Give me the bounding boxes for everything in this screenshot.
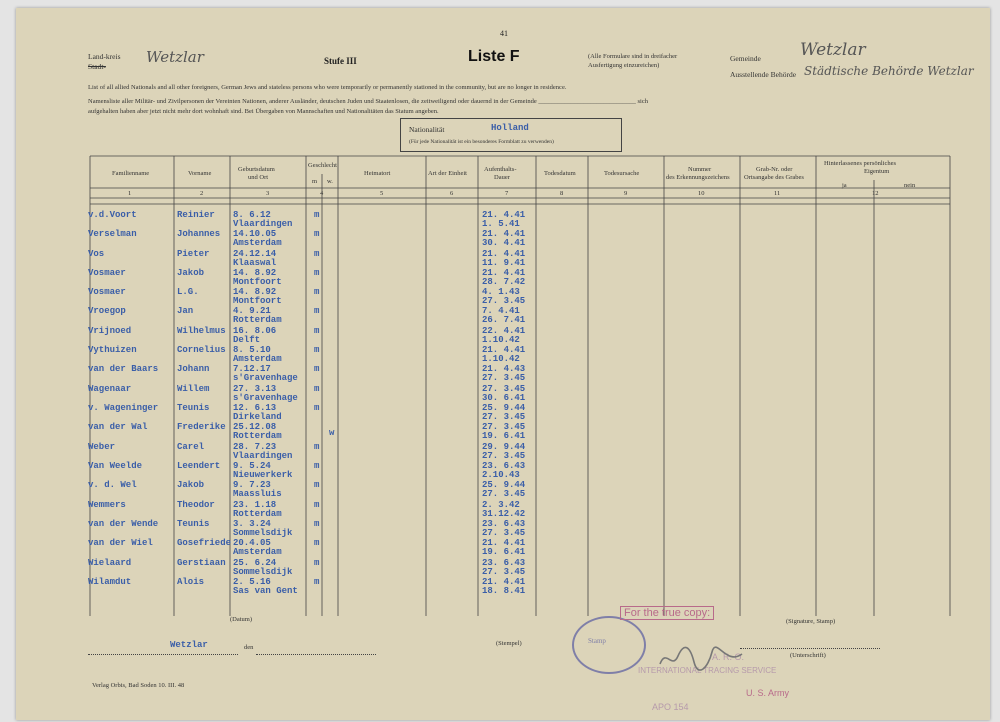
col-geschlecht: Geschlecht <box>308 162 337 169</box>
cell-geburtsort: Dirkeland <box>233 412 282 422</box>
cell-aufenthalt-von: 21. 4.41 <box>482 249 526 259</box>
gemeinde-value: Wetzlar <box>800 40 866 60</box>
cell-geschlecht: m <box>314 558 320 568</box>
col-geschlecht-m: m <box>312 178 318 185</box>
cell-vorname: Pieter <box>177 249 210 259</box>
cell-aufenthalt-von: 25. 9.44 <box>482 480 526 490</box>
cell-vorname: Jan <box>177 306 194 316</box>
cell-geburtsort: Amsterdam <box>233 547 282 557</box>
cell-familienname: Wagenaar <box>88 384 132 394</box>
col-num: 6 <box>450 190 454 197</box>
cell-geburtsort: Montfoort <box>233 296 282 306</box>
cell-geburtsdatum: 14. 8.92 <box>233 268 277 278</box>
cell-aufenthalt-bis: 27. 3.45 <box>482 296 526 306</box>
col-num: 12 <box>872 190 879 197</box>
cell-aufenthalt-bis: 1.10.42 <box>482 335 520 345</box>
cell-aufenthalt-von: 21. 4.41 <box>482 210 526 220</box>
cell-vorname: Johannes <box>177 229 221 239</box>
cell-familienname: van der Baars <box>88 364 159 374</box>
cell-aufenthalt-bis: 28. 7.42 <box>482 277 526 287</box>
cell-geburtsdatum: 25. 6.24 <box>233 558 277 568</box>
cell-geburtsort: Rotterdam <box>233 431 282 441</box>
cell-geschlecht: m <box>314 268 320 278</box>
cell-geschlecht: m <box>314 403 320 413</box>
cell-aufenthalt-bis: 19. 6.41 <box>482 547 526 557</box>
its-stamp-3: U. S. Army <box>746 688 790 698</box>
cell-vorname: Gosefriede <box>177 538 232 548</box>
printer-note: Verlag Orbis, Bad Soden 10. III. 48 <box>92 682 185 689</box>
cell-aufenthalt-bis: 27. 3.45 <box>482 567 526 577</box>
cell-geburtsdatum: 4. 9.21 <box>233 306 271 316</box>
cell-geschlecht: m <box>314 519 320 529</box>
german-description-2: aufgehalten haben aber jetzt nicht mehr dort wohnhaft sind. Bei Übergaben von Mannschaften und Nationalitäten das Statum angeben. <box>88 108 439 115</box>
cell-aufenthalt-bis: 27. 3.45 <box>482 489 526 499</box>
cell-familienname: Vrijnoed <box>88 326 132 336</box>
cell-aufenthalt-von: 21. 4.41 <box>482 538 526 548</box>
cell-aufenthalt-von: 7. 4.41 <box>482 306 520 316</box>
col-eigentum-nein: nein <box>904 182 916 189</box>
cell-geschlecht: m <box>314 442 320 452</box>
cell-geburtsdatum: 7.12.17 <box>233 364 271 374</box>
cell-vorname: Theodor <box>177 500 215 510</box>
nationality-value: Holland <box>491 123 529 133</box>
cell-aufenthalt-von: 4. 1.43 <box>482 287 520 297</box>
cell-geburtsort: Delft <box>233 335 261 345</box>
col-aufenthalt: Aufenthalts- <box>484 166 517 173</box>
cell-aufenthalt-bis: 27. 3.45 <box>482 451 526 461</box>
cell-aufenthalt-von: 21. 4.41 <box>482 345 526 355</box>
col-num: 11 <box>774 190 781 197</box>
cell-geschlecht: m <box>314 229 320 239</box>
col-vorname: Vorname <box>188 170 212 177</box>
cell-aufenthalt-von: 21. 4.41 <box>482 229 526 239</box>
cell-geschlecht: m <box>314 210 320 220</box>
col-grab-ort: Ortsangabe des Grabes <box>744 174 804 181</box>
cell-geburtsort: Amsterdam <box>233 238 282 248</box>
cell-geburtsdatum: 9. 7.23 <box>233 480 271 490</box>
cell-geschlecht: m <box>314 538 320 548</box>
col-num: 8 <box>560 190 564 197</box>
cell-aufenthalt-bis: 27. 3.45 <box>482 528 526 538</box>
col-geschlecht-w: w. <box>327 178 333 185</box>
cell-vorname: Cornelius <box>177 345 226 355</box>
cell-aufenthalt-bis: 30. 4.41 <box>482 238 526 248</box>
cell-familienname: van der Wal <box>88 422 148 432</box>
cell-geschlecht: m <box>314 306 320 316</box>
cell-geburtsdatum: 28. 7.23 <box>233 442 277 452</box>
cell-familienname: Vosmaer <box>88 287 126 297</box>
cell-familienname: Wemmers <box>88 500 126 510</box>
its-stamp-1: A. R. O. <box>712 652 745 662</box>
cell-geburtsdatum: 2. 5.16 <box>233 577 271 587</box>
date-label: (Datum) <box>230 616 253 623</box>
cell-geburtsdatum: 16. 8.06 <box>233 326 277 336</box>
cell-vorname: Alois <box>177 577 205 587</box>
handwritten-signature <box>656 640 746 674</box>
cell-aufenthalt-von: 21. 4.43 <box>482 364 526 374</box>
cell-geburtsdatum: 24.12.14 <box>233 249 277 259</box>
cell-familienname: Vroegop <box>88 306 126 316</box>
cell-geburtsdatum: 12. 6.13 <box>233 403 277 413</box>
cell-aufenthalt-von: 22. 4.41 <box>482 326 526 336</box>
form-note: (Alle Formulare sind in dreifacher Ausfertigung einzureichen) <box>588 53 678 69</box>
cell-familienname: Weber <box>88 442 116 452</box>
col-eigentum-1: Hinterlassenes persönliches <box>824 160 897 167</box>
col-num: 4 <box>320 190 324 197</box>
cell-familienname: van der Wende <box>88 519 159 529</box>
document-page <box>16 8 990 720</box>
col-num: 10 <box>698 190 705 197</box>
den-label: den <box>244 644 254 651</box>
cell-geburtsort: Maassluis <box>233 489 282 499</box>
stufe-label: Stufe III <box>324 56 357 66</box>
unterschrift-label: (Unterschrift) <box>790 652 826 659</box>
cell-aufenthalt-von: 23. 6.43 <box>482 558 526 568</box>
cell-geschlecht: m <box>314 500 320 510</box>
cell-geburtsort: Sommelsdijk <box>233 567 293 577</box>
cell-aufenthalt-von: 23. 6.43 <box>482 519 526 529</box>
cell-geschlecht: m <box>314 345 320 355</box>
true-copy-stamp: For the true copy: <box>620 606 714 620</box>
col-num: 5 <box>380 190 384 197</box>
cell-geschlecht: w <box>329 428 335 438</box>
cell-geschlecht: m <box>314 364 320 374</box>
cell-aufenthalt-von: 29. 9.44 <box>482 442 526 452</box>
col-eigentum-ja: ja <box>842 182 847 189</box>
page-number: 41 <box>500 29 508 38</box>
stadtkreis-label: Stadt- <box>88 62 106 71</box>
cell-familienname: v.d.Voort <box>88 210 137 220</box>
cell-vorname: Johann <box>177 364 210 374</box>
cell-familienname: Van Weelde <box>88 461 143 471</box>
signature-label: (Signature, Stamp) <box>786 618 836 625</box>
cell-geburtsdatum: 9. 5.24 <box>233 461 271 471</box>
cell-aufenthalt-bis: 19. 6.41 <box>482 431 526 441</box>
cell-vorname: Carel <box>177 442 205 452</box>
date-line <box>256 654 376 655</box>
cell-vorname: Jakob <box>177 268 205 278</box>
cell-vorname: L.G. <box>177 287 199 297</box>
cell-aufenthalt-bis: 1. 5.41 <box>482 219 520 229</box>
cell-aufenthalt-bis: 1.10.42 <box>482 354 520 364</box>
cell-geschlecht: m <box>314 461 320 471</box>
col-einheit: Art der Einheit <box>428 170 467 177</box>
place-value: Wetzlar <box>170 640 208 650</box>
cell-aufenthalt-bis: 18. 8.41 <box>482 586 526 596</box>
cell-aufenthalt-von: 25. 9.44 <box>482 403 526 413</box>
cell-vorname: Willem <box>177 384 210 394</box>
cell-familienname: Verselman <box>88 229 137 239</box>
cell-aufenthalt-bis: 11. 9.41 <box>482 258 526 268</box>
cell-geburtsort: Amsterdam <box>233 354 282 364</box>
its-stamp-4: APO 154 <box>652 702 689 712</box>
cell-aufenthalt-von: 21. 4.41 <box>482 268 526 278</box>
stamp-text: Stamp <box>588 637 606 645</box>
cell-familienname: Wilamdut <box>88 577 132 587</box>
cell-geburtsdatum: 14.10.05 <box>233 229 277 239</box>
cell-familienname: Wielaard <box>88 558 132 568</box>
col-num: 9 <box>624 190 628 197</box>
cell-geburtsdatum: 27. 3.13 <box>233 384 277 394</box>
col-dauer: Dauer <box>494 174 510 181</box>
cell-vorname: Wilhelmus <box>177 326 226 336</box>
behoerde-label: Ausstellende Behörde <box>730 70 797 79</box>
cell-vorname: Jakob <box>177 480 205 490</box>
cell-familienname: v. d. Wel <box>88 480 137 490</box>
cell-geburtsdatum: 20.4.05 <box>233 538 271 548</box>
landkreis-value: Wetzlar <box>146 48 204 66</box>
cell-aufenthalt-bis: 31.12.42 <box>482 509 526 519</box>
col-num: 7 <box>505 190 509 197</box>
cell-geburtsort: Nieuwerkerk <box>233 470 293 480</box>
cell-geburtsdatum: 23. 1.18 <box>233 500 277 510</box>
german-description-1: Namensliste aller Militär- und Zivilpersonen der Vereinten Nationen, anderer Ausländer, deutschen Juden und Staatenlosen, die zeitweiligend oder dauernd in der Gemeinde ______________________________ sich <box>88 98 648 105</box>
cell-vorname: Teunis <box>177 403 210 413</box>
cell-geschlecht: m <box>314 577 320 587</box>
cell-geburtsort: Sommelsdijk <box>233 528 293 538</box>
cell-familienname: v. Wageninger <box>88 403 159 413</box>
cell-geburtsdatum: 14. 8.92 <box>233 287 277 297</box>
cell-geschlecht: m <box>314 480 320 490</box>
cell-geschlecht: m <box>314 287 320 297</box>
col-heimatort: Heimatort <box>364 170 391 177</box>
stempel-label: (Stempel) <box>496 640 522 647</box>
cell-aufenthalt-bis: 26. 7.41 <box>482 315 526 325</box>
col-num: 2 <box>200 190 204 197</box>
unterschrift-line <box>740 648 880 649</box>
cell-aufenthalt-bis: 2.10.43 <box>482 470 520 480</box>
cell-vorname: Frederike <box>177 422 226 432</box>
col-geburtsort: und Ort <box>248 174 269 181</box>
cell-aufenthalt-von: 27. 3.45 <box>482 384 526 394</box>
cell-vorname: Teunis <box>177 519 210 529</box>
its-stamp-2: INTERNATIONAL TRACING SERVICE <box>638 666 777 675</box>
cell-geburtsdatum: 25.12.08 <box>233 422 277 432</box>
cell-aufenthalt-von: 23. 6.43 <box>482 461 526 471</box>
gemeinde-label: Gemeinde <box>730 54 761 63</box>
page-title: Liste F <box>468 48 520 65</box>
cell-vorname: Leendert <box>177 461 221 471</box>
cell-aufenthalt-von: 27. 3.45 <box>482 422 526 432</box>
cell-vorname: Gerstiaan <box>177 558 226 568</box>
col-familienname: Familienname <box>112 170 150 177</box>
cell-familienname: van der Wiel <box>88 538 153 548</box>
cell-geschlecht: m <box>314 249 320 259</box>
cell-aufenthalt-von: 2. 3.42 <box>482 500 520 510</box>
col-erkennungszeichen: des Erkennungszeichens <box>666 174 730 181</box>
col-num: 3 <box>266 190 270 197</box>
col-grab-nr: Grab-Nr. oder <box>756 166 793 173</box>
place-line <box>88 654 238 655</box>
cell-vorname: Reinier <box>177 210 215 220</box>
cell-geburtsdatum: 8. 6.12 <box>233 210 271 220</box>
nationality-box <box>400 118 622 152</box>
col-todesursache: Todesursache <box>604 170 640 177</box>
landkreis-label: Land-kreis <box>88 52 121 61</box>
cell-geschlecht: m <box>314 384 320 394</box>
cell-aufenthalt-von: 21. 4.41 <box>482 577 526 587</box>
cell-geburtsort: Montfoort <box>233 277 282 287</box>
cell-aufenthalt-bis: 30. 6.41 <box>482 393 526 403</box>
behoerde-value: Städtische Behörde Wetzlar <box>804 64 974 78</box>
cell-geburtsort: Klaaswal <box>233 258 277 268</box>
cell-geburtsort: s'Gravenhage <box>233 373 298 383</box>
round-stamp <box>572 616 646 674</box>
nationality-note: (Für jede Nationalität ist ein besonderes Formblatt zu verwenden) <box>409 139 554 145</box>
col-todesdatum: Todesdatum <box>544 170 576 177</box>
cell-geschlecht: m <box>314 326 320 336</box>
col-eigentum-2: Eigentum <box>864 168 890 175</box>
cell-geburtsort: s'Gravenhage <box>233 393 298 403</box>
cell-familienname: Vos <box>88 249 105 259</box>
cell-geburtsort: Sas van Gent <box>233 586 298 596</box>
col-num: 1 <box>128 190 132 197</box>
cell-familienname: Vosmaer <box>88 268 126 278</box>
col-nummer: Nummer <box>688 166 712 173</box>
cell-geburtsort: Vlaardingen <box>233 219 293 229</box>
nationality-label: Nationalität <box>409 125 445 134</box>
cell-geburtsort: Vlaardingen <box>233 451 293 461</box>
cell-geburtsort: Rotterdam <box>233 509 282 519</box>
english-description: List of all allied Nationals and all other foreigners, German Jews and stateless persons who were temporarily or permanently stationed in the community, but are no longer in residence. <box>88 84 567 91</box>
cell-aufenthalt-bis: 27. 3.45 <box>482 412 526 422</box>
cell-geburtsdatum: 8. 5.10 <box>233 345 271 355</box>
cell-aufenthalt-bis: 27. 3.45 <box>482 373 526 383</box>
cell-familienname: Vythuizen <box>88 345 137 355</box>
cell-geburtsdatum: 3. 3.24 <box>233 519 271 529</box>
col-geburtsdatum: Geburtsdatum <box>238 166 275 173</box>
cell-geburtsort: Rotterdam <box>233 315 282 325</box>
